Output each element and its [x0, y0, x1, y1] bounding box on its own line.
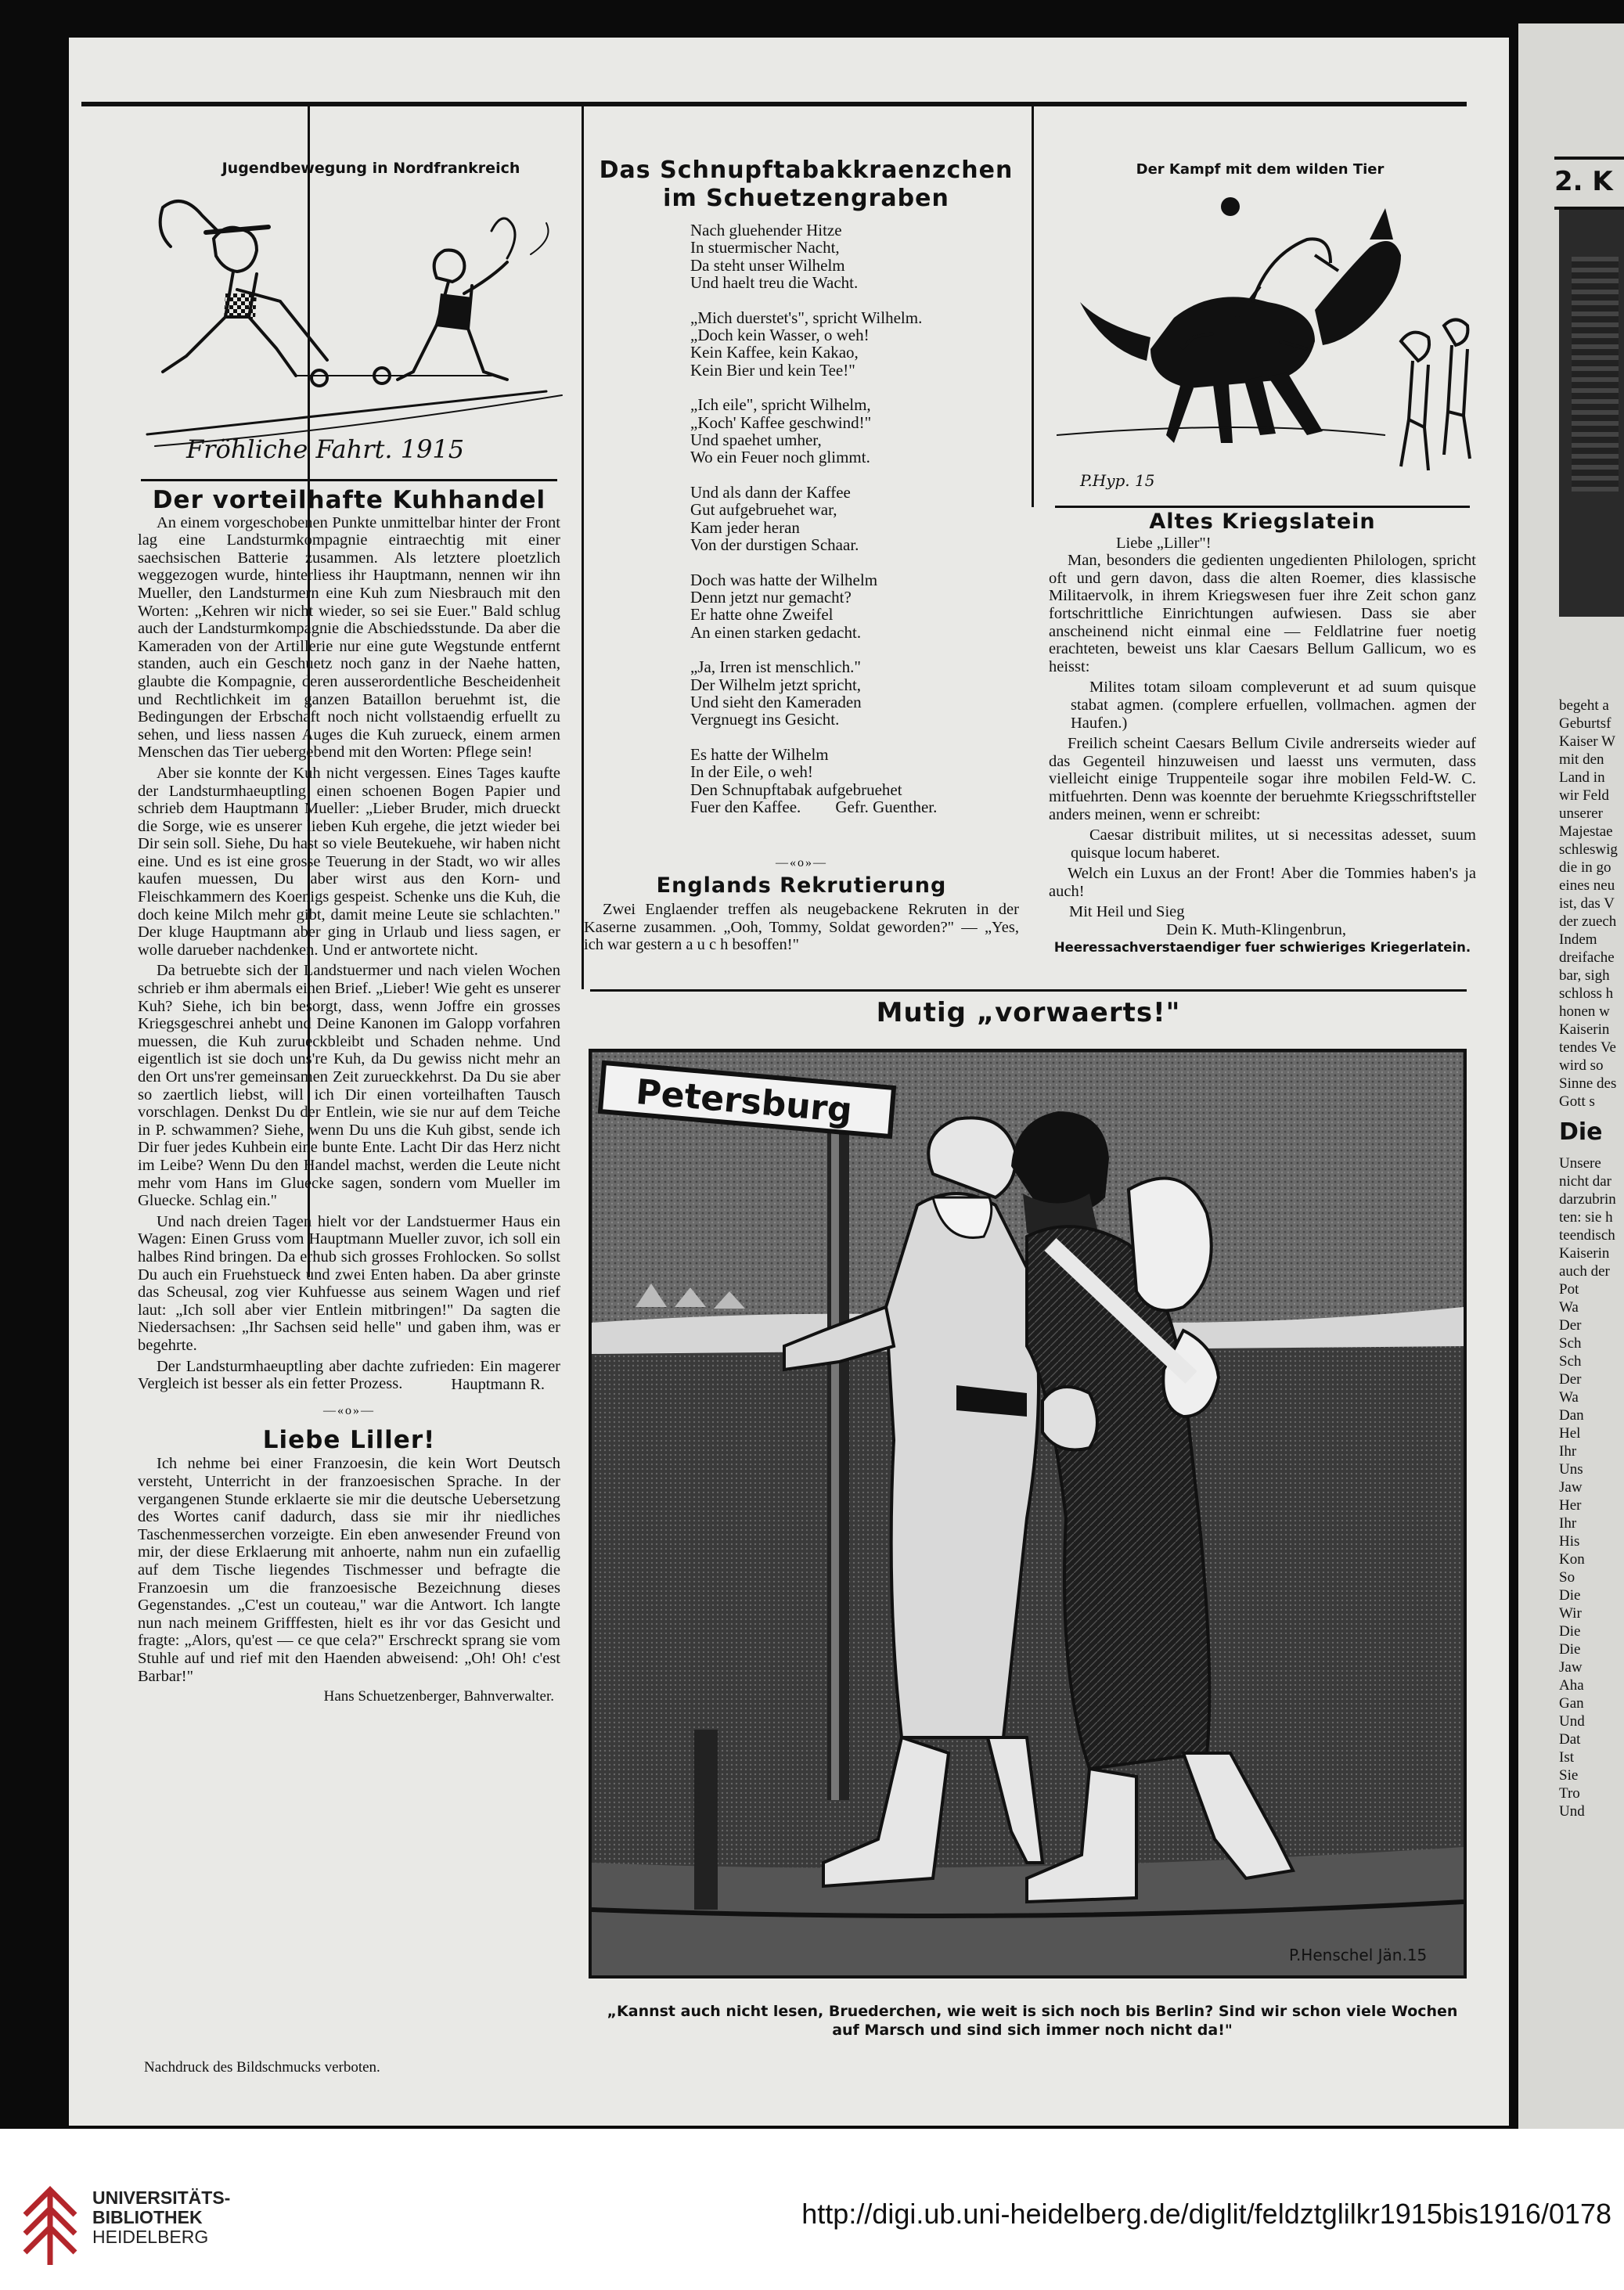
poem-line: Da steht unser Wilhelm	[690, 255, 845, 275]
university-library-logo-icon	[19, 2184, 81, 2270]
adjacent-page-fragment: bar, sigh	[1559, 967, 1610, 984]
library-name	[92, 2188, 230, 2247]
poem-line: In der Eile, o weh!	[690, 762, 813, 782]
adjacent-page-fragment: Wa	[1559, 1389, 1579, 1406]
poem-title-line-1: Das Schnupftabakkraenzchen	[599, 157, 1014, 184]
adjacent-page-fragment: Die	[1559, 1587, 1581, 1604]
poem-line: Kein Kaffee, kein Kakao,	[690, 343, 859, 362]
adjacent-page-fragment: Wir	[1559, 1605, 1582, 1622]
poem-stanza	[690, 309, 1019, 380]
adjacent-page-fragment: Dat	[1559, 1731, 1581, 1748]
latin-body	[1049, 552, 1476, 900]
poem-line: Wo ein Feuer noch glimmt.	[690, 448, 870, 467]
adjacent-page-fragment: Sch	[1559, 1353, 1582, 1370]
story-title-liebe-liller: Liebe Liller!	[262, 1425, 436, 1454]
poem-line: Es hatte der Wilhelm	[690, 744, 829, 764]
library-name-line-1: UNIVERSITÄTS-	[92, 2187, 231, 2208]
ornament-divider-2: —«o»—	[776, 856, 827, 870]
adjacent-page-fragment: eines neu	[1559, 877, 1615, 894]
adjacent-page-fragment: die in go	[1559, 859, 1611, 876]
latin-paragraph: Milites totam siloam compleverunt et ad suum quisque stabat agmen. (complere erfuellen, vollmachen. agmen der Haufen.)	[1071, 679, 1476, 732]
adjacent-page-fragment: Kaiserin	[1559, 1021, 1610, 1038]
adjacent-page-fragment: Jaw	[1559, 1659, 1583, 1676]
poem-stanzas	[690, 221, 1019, 833]
adjacent-page-fragment: Ist	[1559, 1749, 1574, 1766]
liebe-liller-paragraph: Ich nehme bei einer Franzoesin, die kein Wort Deutsch versteht, Unterricht in der franzoesischen Sprache. In der vergangenen Stunde erklaerte sie mir die deutsche Uebersetzung des Wortes canif dadurch, dass sie mir ihr niedliches Taschenmesserchen vorzeigte. Ein eben anwesender Freund von mir, der diese Erklaerung mit anhoerte, nahm nun ein zufaellig auf dem Tische liegendes Tischmesser und befragte die Franzoesin um die franzoesische Bezeichnung dieses Gegenstandes. „C'est un couteau," war die Antwort. Ich langte nun nach meinem Grifffesten, hielt es ihr vor das Gesicht und fragte: „Alors, qu'est — ce que cela?" Erschreckt sprang sie vom Stuhle auf und rief mit den Haenden abweisend: „Oh! Oh! c'est Barbar!"	[138, 1455, 560, 1685]
adjacent-page-fragment: Her	[1559, 1497, 1582, 1514]
cartoon-kampf-signature: P.Hyp. 15	[1080, 471, 1155, 490]
adjacent-page-fragment: ten: sie h	[1559, 1209, 1613, 1226]
adjacent-page-fragment: Gott s	[1559, 1093, 1595, 1110]
poem-line: Denn jetzt nur gemacht?	[690, 587, 852, 607]
rule-col1-upper	[141, 479, 557, 481]
adjacent-page-fragment: Pot	[1559, 1281, 1579, 1298]
adjacent-page-fragment: Sinne des	[1559, 1075, 1617, 1092]
latin-closing: Mit Heil und Sieg	[1069, 903, 1185, 921]
adjacent-page-fragment: Und	[1559, 1713, 1585, 1730]
poem-line: An einen starken gedacht.	[690, 622, 862, 642]
cartoon-title-jugendbewegung: Jugendbewegung in Nordfrankreich	[221, 160, 520, 177]
adjacent-page-fragment: Und	[1559, 1803, 1585, 1820]
poem-line: Nach gluehender Hitze	[690, 221, 842, 239]
kuhhandel-paragraph: Da betruebte sich der Landstuermer und nach vielen Wochen schrieb er ihm abermals einen Brief. „Lieber! Wie geht es unserer Kuh? Siehe, ich bin besorgt, dass, wenn Joffre ein grosses Kriegsgeschrei anhebt und Deine Kanonen im Galopp vorfahren muessen, die Kuh zurueckbleibt und Schaden nehme. Und eigentlich ist sie doch uns're Kuh, da Du gewiss nicht mehr an den Ort uns'rer gemeinsamen Zeit zurueckkehrst. Da Du sie aber so zaertlich liebst, will ich Dir einen vorteilhaften Tausch vorschlagen. Denkst Du der Entlein, wie sie nur auf dem Teiche in P. schwammen? Siehe, wenn Du uns die Kuh gibst, sende ich Dir fuer jedes Kuhbein eine bunte Ente. Lacht Dir das Herz nicht im Leibe? Wenn Du den Handel machst, werden die Leute nicht mehr vom Hans im Gluecke sagen, sondern vom Mueller im Gluecke. Schlag ein."	[138, 962, 560, 1210]
poem-stanza	[690, 484, 1019, 554]
adjacent-page-fragment: dreifache	[1559, 949, 1615, 966]
adjacent-page-fragment: Wa	[1559, 1299, 1579, 1316]
main-cartoon-mutig-vorwaerts	[589, 1049, 1467, 1979]
adjacent-page-fragment: Indem	[1559, 931, 1597, 948]
poem-line: „Doch kein Wasser, o weh!	[690, 326, 870, 345]
adjacent-page-fragment: Aha	[1559, 1677, 1584, 1694]
story-liebe-liller-body	[138, 1455, 560, 1685]
signpost-petersburg: Petersburg	[634, 1071, 854, 1131]
cartoon-caption-froehliche-fahrt: Fröhliche Fahrt. 1915	[186, 434, 465, 464]
poem-stanza	[690, 571, 1019, 642]
adjacent-page-fragment: His	[1559, 1533, 1580, 1550]
adjacent-page-fragment: Unsere	[1559, 1155, 1601, 1172]
adjacent-page-fragment: nicht dar	[1559, 1173, 1612, 1190]
adjacent-page-fragment: Der	[1559, 1317, 1582, 1334]
story-kuhhandel-signature: Hauptmann R.	[451, 1375, 545, 1393]
cartoon-kampf-mit-dem-wilden-tier	[1057, 185, 1479, 498]
poem-line: „Ja, Irren ist menschlich."	[690, 657, 861, 677]
poem-line: Und sieht den Kameraden	[690, 692, 862, 711]
adjacent-page-fragment: Hel	[1559, 1425, 1581, 1442]
poem-stanza	[690, 746, 1019, 816]
reprint-note: Nachdruck des Bildschmucks verboten.	[144, 2059, 380, 2076]
poem-line: Er hatte ohne Zweifel	[690, 605, 834, 625]
latin-signature-title: Heeressachverstaendiger fuer schwieriges Kriegerlatein.	[1053, 939, 1471, 955]
story-liebe-liller-signature: Hans Schuetzenberger, Bahnverwalter.	[323, 1688, 554, 1705]
latin-signature-name: Dein K. Muth-Klingenbrun,	[1166, 921, 1347, 939]
adjacent-page-fragment: Jaw	[1559, 1479, 1583, 1496]
column-1-text	[138, 486, 560, 1706]
poem-line: Und spaehet umher,	[690, 430, 822, 450]
adjacent-page-fragment: wir Feld	[1559, 787, 1609, 804]
latin-paragraph: Caesar distribuit milites, ut si necessitas adesset, suum quisque locum haberet.	[1071, 826, 1476, 862]
adjacent-page-fragment: Geburtsf	[1559, 715, 1611, 732]
adjacent-page-heading: 2. K	[1554, 157, 1624, 210]
main-cartoon-artist-signature: P.Henschel Jän.15	[1289, 1946, 1428, 1964]
adjacent-page-fragment: teendisch	[1559, 1227, 1615, 1244]
adjacent-page-fragment: Die	[1559, 1641, 1581, 1658]
library-name-line-2: BIBLIOTHEK	[92, 2207, 203, 2227]
poem-line: „Koch' Kaffee geschwind!"	[690, 412, 872, 432]
adjacent-page-fragment: Land in	[1559, 769, 1605, 786]
adjacent-page-fragment: Die	[1559, 1118, 1603, 1146]
poem-line: Von der durstigen Schaar.	[690, 535, 859, 555]
adjacent-page-fragment: tendes Ve	[1559, 1039, 1616, 1056]
adjacent-page-fragment: Majestae	[1559, 823, 1613, 840]
library-name-line-3: HEIDELBERG	[92, 2227, 209, 2247]
poem-signature: Gefr. Guenther.	[835, 797, 938, 816]
adjacent-page-fragment: Gan	[1559, 1695, 1584, 1712]
adjacent-page-fragment: Uns	[1559, 1461, 1583, 1478]
latin-paragraph: Freilich scheint Caesars Bellum Civile andrerseits wieder auf das Gegenteil hinzuweisen und laesst uns vermuten, dass vielleicht einige Truppenteile sogar ihre mobilen Feld-W. C. mitfuehrten. Denn was koennte der beruehmte Kriegsschriftsteller anders meinen, wenn er schreibt:	[1049, 735, 1476, 823]
rule-main-cartoon-top	[590, 989, 1467, 992]
poem-line: Und haelt treu die Wacht.	[690, 273, 859, 293]
top-rule	[81, 102, 1467, 106]
adjacent-page	[1518, 23, 1624, 2129]
adjacent-page-fragment: Tro	[1559, 1785, 1580, 1802]
main-cartoon-title: Mutig „vorwaerts!"	[876, 997, 1181, 1028]
cartoon-title-kampf: Der Kampf mit dem wilden Tier	[1136, 161, 1385, 178]
poem-line: Gut aufgebruehet war,	[690, 500, 837, 520]
adjacent-page-fragment: Kon	[1559, 1551, 1585, 1568]
ornament-divider: —«o»—	[323, 1404, 375, 1418]
poem-stanza	[690, 658, 1019, 729]
poem-line: Und als dann der Kaffee	[690, 482, 851, 502]
main-cartoon-caption: „Kannst auch nicht lesen, Bruederchen, wie weit is sich noch bis Berlin? Sind wir schon viele Wochen auf Marsch und sind sich immer noch nicht da!"	[607, 2003, 1458, 2039]
adjacent-page-fragment: Der	[1559, 1371, 1582, 1388]
adjacent-page-fragment: Kaiserin	[1559, 1245, 1610, 1262]
latin-title: Altes Kriegslatein	[1149, 509, 1376, 534]
poem-line: Doch was hatte der Wilhelm	[690, 570, 878, 589]
poem-line: Den Schnupftabak aufgebruehet	[690, 780, 902, 799]
poem-line: Kein Bier und kein Tee!"	[690, 360, 855, 380]
story-kuhhandel-body	[138, 514, 560, 1393]
england-title: Englands Rekrutierung	[656, 873, 947, 898]
adjacent-page-dark-image	[1559, 210, 1624, 617]
kuhhandel-paragraph: Und nach dreien Tagen hielt vor der Landstuermer Haus ein Wagen: Einen Gruss vom Hauptmann Mueller zuvor, ich soll ein halbes Rind bringen. Da erhub sich grosses Frohlocken. So sollst Du auch ein Fruehstueck und zwei Enten haben. Da aber grinste das Scheusal, zog vier Kuhfuesse aus seinem Wagen und rief laut: „Ich soll aber vier Entlein mitbringen!" Da sagten die Niedersachsen: „Ihr Sachsen seid helle" und gaben ihm, was er begehrte.	[138, 1212, 560, 1354]
kuhhandel-paragraph: Aber sie konnte der Kuh nicht vergessen. Eines Tages kaufte der Landsturmhaeuptling einen schoenen Bogen Papier und schrieb dem Hauptmann Mueller: „Lieber Bruder, mich drueckt die Sorge, wie es unserer lieben Kuh ergehe, die jetzt wieder bei Dir sein soll. Siehe, Du hast so viele Beutekuehe, wir haben nicht eine. Und es ist eine grosse Teuerung in der Stadt, wo wir alles kaufen muessen, Du aber wirst aus den Korn- und Fleischkammern des Koenigs gespeist. Schenke uns die Kuh, die doch keine Milch mehr gibt, damit meine Leute sie schlachten." Der kluge Hauptmann aber ging in Urlaub und liess sagen, er wolle darueber nachdenken. Und er antwortete nicht.	[138, 764, 560, 959]
column-2-lower	[584, 850, 1019, 957]
column-3-text	[1049, 509, 1476, 956]
adjacent-page-fragment: Dan	[1559, 1407, 1584, 1424]
poem-line: In stuermischer Nacht,	[690, 238, 840, 257]
kuhhandel-paragraph: An einem vorgeschobenen Punkte unmittelbar hinter der Front lag eine Landsturmkompagnie eintraechtig mit einer saechsischen Batterie zusammen. Als letztere ploetzlich weggezogen wurde, hinterliess ihr Hauptmann, nennen wir ihn Mueller, den Landsturmern eine Kuh zum Niesbrauch mit den Worten: „Kehren wir nicht wieder, so sei sie Euer." Bald schlug auch der Landsturmkompagnie die Abschiedsstunde. Da aber die Kameraden von der Artillerie nur eine gute Wegstunde entfernt standen, auch ein Geschuetz noch ganz in der Naehe hatten, glaubte die Kompagnie, deren ausserordentliche Bescheidenheit und Rechtlichkeit im ganzen Bataillon beruehmt ist, die Bedingungen der Erbschaft noch nicht vollstaendig erfuellt zu sehen, und liess nassen Auges die Kuh zurueck, einem armen Menschen das Tier uebergebend mit den Worten: Pflege sein!	[138, 513, 560, 762]
adjacent-page-fragment: Sch	[1559, 1335, 1582, 1352]
permalink-url[interactable]: http://digi.ub.uni-heidelberg.de/diglit/feldztglilkr1915bis1916/0178	[801, 2198, 1611, 2230]
cartoon-jugendbewegung	[139, 184, 567, 466]
poem-stanza	[690, 396, 1019, 466]
adjacent-page-fragment: darzubrin	[1559, 1191, 1616, 1208]
poem-line: Kam jeder heran	[690, 517, 800, 537]
poem-line: Fuer den Kaffee. Gefr. Guenther.	[690, 797, 938, 816]
adjacent-page-fragment: Die	[1559, 1623, 1581, 1640]
story-title-kuhhandel: Der vorteilhafte Kuhhandel	[152, 486, 546, 514]
adjacent-page-fragment: unserer	[1559, 805, 1603, 822]
adjacent-page-fragment: begeht a	[1559, 697, 1609, 714]
poem-line: Der Wilhelm jetzt spricht,	[690, 675, 862, 694]
poem-stanza	[690, 221, 1019, 292]
england-text: Zwei Englaender treffen als neugebackene Rekruten in der Kaserne zusammen. „Ooh, Tommy, Soldat geworden?" — „Yes, ich war gestern a u c h besoffen!"	[584, 901, 1019, 954]
adjacent-page-fragment: schloss h	[1559, 985, 1614, 1002]
adjacent-page-fragment: So	[1559, 1569, 1575, 1586]
adjacent-page-fragment: Sie	[1559, 1767, 1579, 1784]
adjacent-page-text	[1559, 697, 1624, 1820]
poem-block	[587, 157, 1025, 213]
adjacent-page-fragment: Kaiser W	[1559, 733, 1615, 750]
adjacent-page-fragment: mit den	[1559, 751, 1604, 768]
latin-paragraph: Welch ein Luxus an der Front! Aber die Tommies haben's ja auch!	[1049, 865, 1476, 900]
latin-salutation: Liebe „Liller"!	[1116, 534, 1212, 552]
poem-line: „Mich duerstet's", spricht Wilhelm.	[690, 308, 923, 327]
adjacent-page-fragment: auch der	[1559, 1263, 1610, 1280]
adjacent-page-fragment: der zuech	[1559, 913, 1617, 930]
poem-title-line-2: im Schuetzengraben	[663, 185, 949, 212]
poem-line: „Ich eile", spricht Wilhelm,	[690, 395, 871, 415]
rule-col3	[1055, 506, 1470, 508]
adjacent-page-fragment: honen w	[1559, 1003, 1610, 1020]
adjacent-page-fragment: Ihr	[1559, 1443, 1577, 1460]
adjacent-page-fragment: Ihr	[1559, 1515, 1577, 1532]
poem-line: Vergnuegt ins Gesicht.	[690, 710, 840, 729]
latin-paragraph: Man, besonders die gedienten ungedienten Philologen, spricht oft und gern davon, dass die alten Roemer, dies klassische Militaervolk, in ihrem Kriegswesen fuer ihre Zeit schon ganz fortschrittliche Einrichtungen aufwiesen. Dass sie aber anscheinend nicht einmal eine — Feldlatrine fuer noetig erachteten, beweist uns klar Caesars Bellum Gallicum, wo es heisst:	[1049, 552, 1476, 675]
kuhhandel-paragraph: Der Landsturmhaeuptling aber dachte zufrieden: Ein magerer Vergleich ist besser als ein fetter Prozess.	[138, 1357, 560, 1393]
adjacent-page-fragment: wird so	[1559, 1057, 1604, 1074]
adjacent-page-fragment: ist, das V	[1559, 895, 1615, 912]
adjacent-page-fragment: schleswig	[1559, 841, 1618, 858]
column-rule-3	[1032, 106, 1034, 507]
